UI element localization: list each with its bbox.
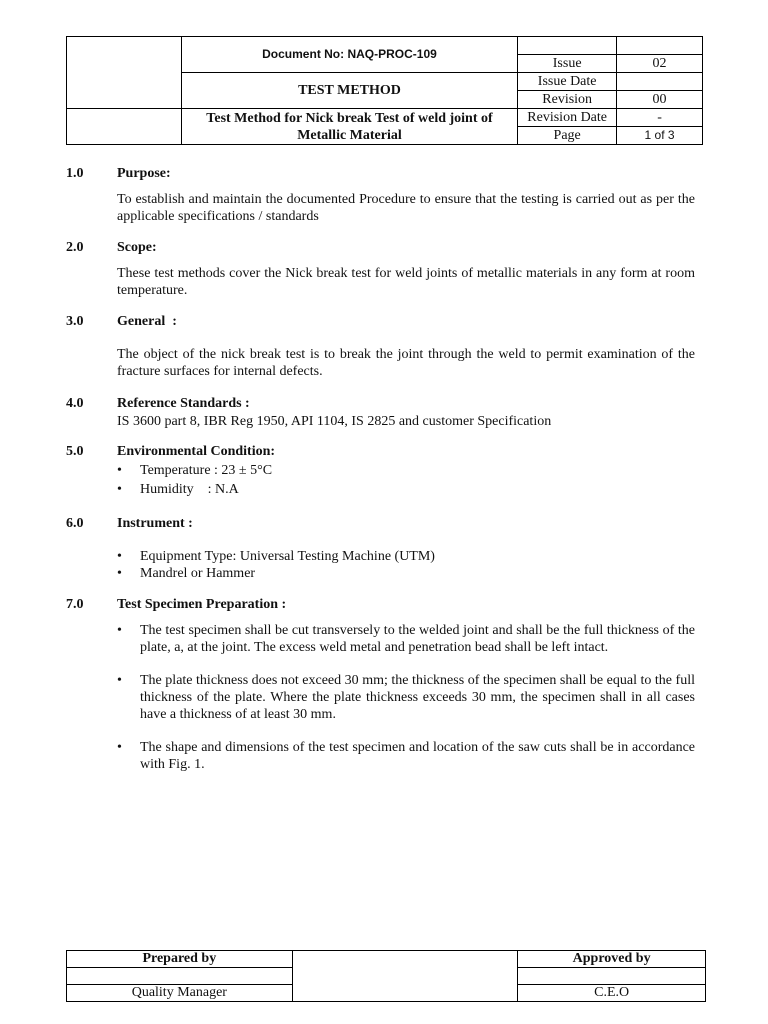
revision-date-value: - [617,109,703,127]
middle-blank-cell [292,951,518,1002]
page-value: 1 of 3 [617,127,703,145]
logo-cell [67,37,182,109]
section-text: These test methods cover the Nick break test for weld joints of metallic materials in any form at room temperature. [117,266,695,298]
list-item: • Equipment Type: Universal Testing Machine (UTM) [117,549,435,564]
blank-label-cell [518,37,617,55]
section-text: The object of the nick break test is to break the joint through the weld to permit examination of the fracture surfaces for internal defects. [117,347,695,379]
approved-by-label: Approved by [518,951,706,968]
bullet-icon: • [117,549,122,564]
issue-label: Issue [518,55,617,73]
issue-date-value [617,73,703,91]
approved-signature-cell [518,968,706,985]
section-text: To establish and maintain the documented Procedure to ensure that the testing is carried out as per the applicable specifications / standards [117,192,695,224]
section-number: 6.0 [66,516,84,531]
section-title: Reference Standards : [117,396,250,411]
section-number: 5.0 [66,444,84,459]
list-item: • Mandrel or Hammer [117,566,256,581]
section-number: 7.0 [66,597,84,612]
section-title: Instrument : [117,516,193,531]
issue-value: 02 [617,55,703,73]
revision-value: 00 [617,91,703,109]
bullet-icon: • [117,623,122,638]
prepared-by-label: Prepared by [67,951,293,968]
document-type: TEST METHOD [181,73,517,109]
logo-cell-lower [67,109,182,145]
bullet-list [117,622,695,773]
bullet-icon: • [117,463,122,478]
section-title: Purpose: [117,166,171,181]
list-item: • Humidity : N.A [117,482,239,497]
section-number: 1.0 [66,166,84,181]
revision-label: Revision [518,91,617,109]
section-number: 4.0 [66,396,84,411]
bullet-icon: • [117,482,122,497]
bullet-icon: • [117,566,122,581]
section-title: Scope: [117,240,157,255]
signature-table [66,950,706,1002]
document-title: Test Method for Nick break Test of weld joint of Metallic Material [181,109,517,145]
section-title: Test Specimen Preparation : [117,597,287,612]
section-text: IS 3600 part 8, IBR Reg 1950, API 1104, IS 2825 and customer Specification [117,414,552,429]
bullet-icon: • [117,740,122,755]
section-title: Environmental Condition: [117,444,276,459]
bullet-list [117,462,695,498]
prepared-signature-cell [67,968,293,985]
prepared-by-value: Quality Manager [67,985,293,1002]
section-number: 3.0 [66,314,84,329]
document-number: Document No: NAQ-PROC-109 [181,37,517,73]
section-number: 2.0 [66,240,84,255]
bullet-icon: • [117,673,122,688]
bullet-list [117,548,695,582]
list-item: • The plate thickness does not exceed 30 mm; the thickness of the specimen shall be equal to the full thickness of the plate. Where the plate thickness exceeds 30 mm, the specimen shall in all cases have a thickness of at least 30 mm. [117,673,695,722]
issue-date-label: Issue Date [518,73,617,91]
blank-value-cell [617,37,703,55]
section-title: General : [117,314,177,329]
approved-by-value: C.E.O [518,985,706,1002]
document-header-table [66,36,703,145]
list-item: • The test specimen shall be cut transversely to the welded joint and shall be the full thickness of the plate, a, at the joint. The excess weld metal and penetration bead shall be left intact. [117,623,695,655]
list-item: • Temperature : 23 ± 5°C [117,463,273,478]
page-label: Page [518,127,617,145]
list-item: • The shape and dimensions of the test specimen and location of the saw cuts shall be in accordance with Fig. 1. [117,740,695,772]
revision-date-label: Revision Date [518,109,617,127]
